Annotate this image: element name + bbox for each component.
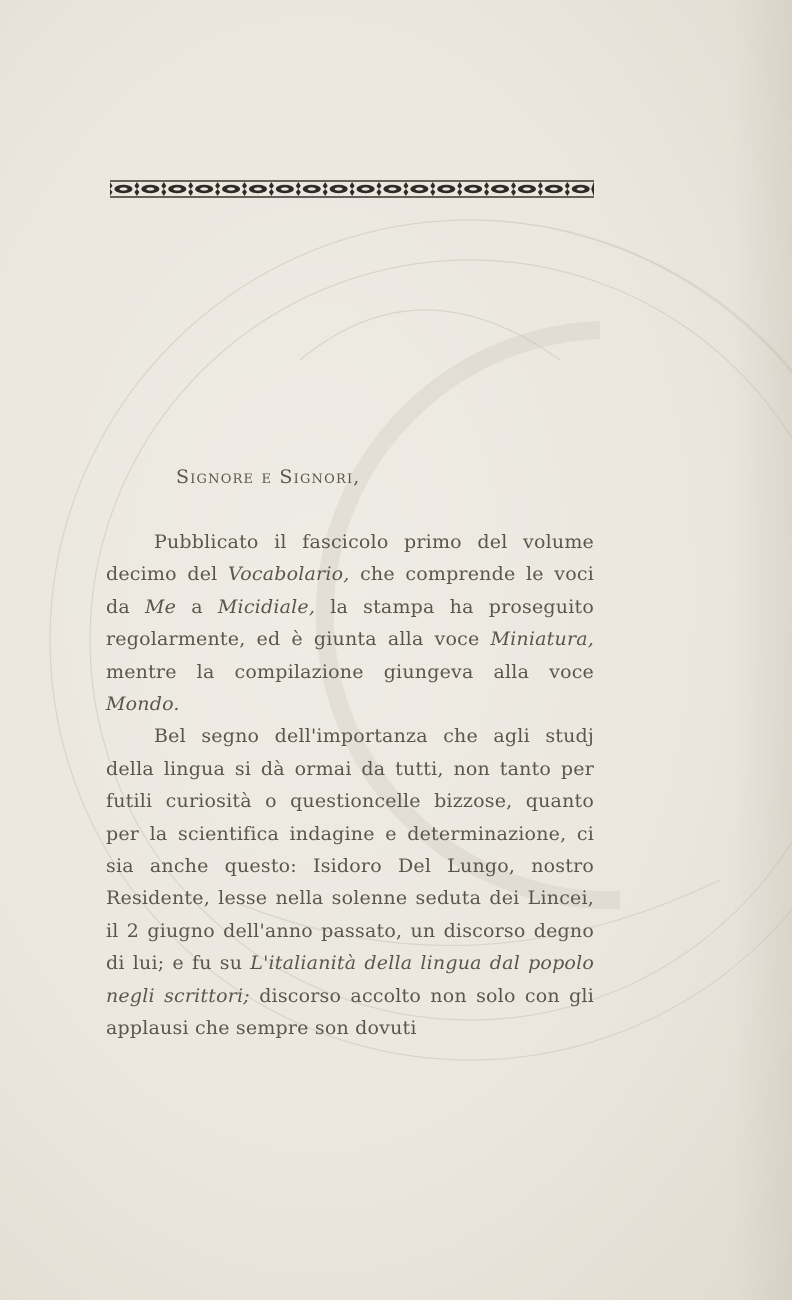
ornament-diamond	[430, 189, 435, 196]
p1-italic-mondo: Mondo.	[106, 693, 180, 716]
ornament-lens-hole	[388, 187, 396, 190]
page-edge-shadow	[732, 0, 792, 1300]
ornament-diamond	[269, 189, 274, 196]
ornament-diamond	[403, 189, 408, 196]
ornament-lens-hole	[200, 187, 208, 190]
text-block	[106, 462, 594, 1045]
ornament-diamond	[430, 182, 435, 189]
ornament-diamond	[110, 189, 113, 196]
paragraph-2	[106, 720, 594, 1044]
ornament-diamond	[242, 189, 247, 196]
ornament-diamond	[484, 182, 489, 189]
p1-italic-me: Me	[145, 595, 177, 618]
ornament-diamond	[350, 189, 355, 196]
ornament-lens-hole	[362, 187, 370, 190]
ornament-diamond	[511, 189, 516, 196]
ornament-lens-hole	[442, 187, 450, 190]
p1-text-1: Pubblicato il fascicolo primo del volume decimo del	[106, 531, 594, 586]
ornament-diamond	[296, 182, 301, 189]
ornament-diamond	[511, 182, 516, 189]
p1-text-3: a	[176, 595, 218, 618]
p2-italic-title: L'italianità della lingua dal popolo negli scrittori;	[106, 952, 594, 1007]
ornament-lens-hole	[335, 187, 343, 190]
ornament-diamond	[269, 182, 274, 189]
ornamental-border	[110, 178, 594, 200]
ornament-diamond	[215, 182, 220, 189]
ornament-diamond	[565, 189, 570, 196]
paragraph-1	[106, 526, 594, 720]
ornament-diamond	[161, 182, 166, 189]
ornament-diamond	[538, 182, 543, 189]
ornament-lens-hole	[550, 187, 558, 190]
ornament-diamond	[484, 189, 489, 196]
ornament-diamond	[323, 182, 328, 189]
p1-text-5: mentre la compilazione giungeva alla voce	[106, 660, 594, 683]
ornament-lens-hole	[469, 187, 477, 190]
ornament-diamond	[188, 189, 193, 196]
ornament-lens-hole	[119, 187, 127, 190]
p2-text-2: discorso accolto non solo con gli applausi che sempre son dovuti	[106, 984, 594, 1040]
ornament-diamond	[134, 189, 139, 196]
ornament-diamond	[110, 182, 113, 189]
ornament-lens-hole	[308, 187, 316, 190]
ornament-diamond	[188, 182, 193, 189]
p1-italic-miniatura: Miniatura,	[490, 628, 594, 651]
ornament-diamond	[296, 189, 301, 196]
ornament-diamond	[377, 182, 382, 189]
ornament-lens-hole	[173, 187, 181, 190]
ornament-lens-hole	[146, 187, 154, 190]
ornament-lens-hole	[415, 187, 423, 190]
ornament-lens-hole	[577, 187, 585, 190]
ornament-diamond	[565, 182, 570, 189]
ornament-endcap	[591, 182, 594, 196]
p1-italic-micidiale: Micidiale,	[217, 595, 316, 618]
ornament-diamond	[538, 189, 543, 196]
ornament-diamond	[350, 182, 355, 189]
p1-italic-vocabolario: Vocabolario,	[228, 563, 350, 586]
ornament-diamond	[242, 182, 247, 189]
ornament-lens-hole	[227, 187, 235, 190]
salutation: Signore e Signori,	[176, 466, 361, 488]
ornament-diamond	[377, 189, 382, 196]
ornament-lens-hole	[281, 187, 289, 190]
ornament-diamond	[215, 189, 220, 196]
ornament-lens-hole	[496, 187, 504, 190]
ornament-diamond	[403, 182, 408, 189]
ornament-diamond	[457, 189, 462, 196]
ornament-diamond	[134, 182, 139, 189]
ornament-lens-hole	[523, 187, 531, 190]
p2-text-1: Bel segno dell'importanza che agli studj della lingua si dà ormai da tutti, non tanto per futili curiosità o questioncelle bizzose, quanto per la scientifica indagine e determinazione, ci sia anche questo: Isidoro Del Lungo, nostro Residente, lesse nella solenne seduta dei Lincei, il 2 giugno dell'anno passato, un discorso degno di lui; e fu su	[106, 725, 594, 975]
ornament-diamond	[161, 189, 166, 196]
ornament-diamond	[457, 182, 462, 189]
p1-text-4: la stampa ha proseguito regolarmente, ed è giunta alla voce	[106, 595, 594, 651]
ornament-diamond	[323, 189, 328, 196]
ornament-lens-hole	[254, 187, 262, 190]
p1-text-2: che comprende le voci da	[106, 563, 595, 618]
